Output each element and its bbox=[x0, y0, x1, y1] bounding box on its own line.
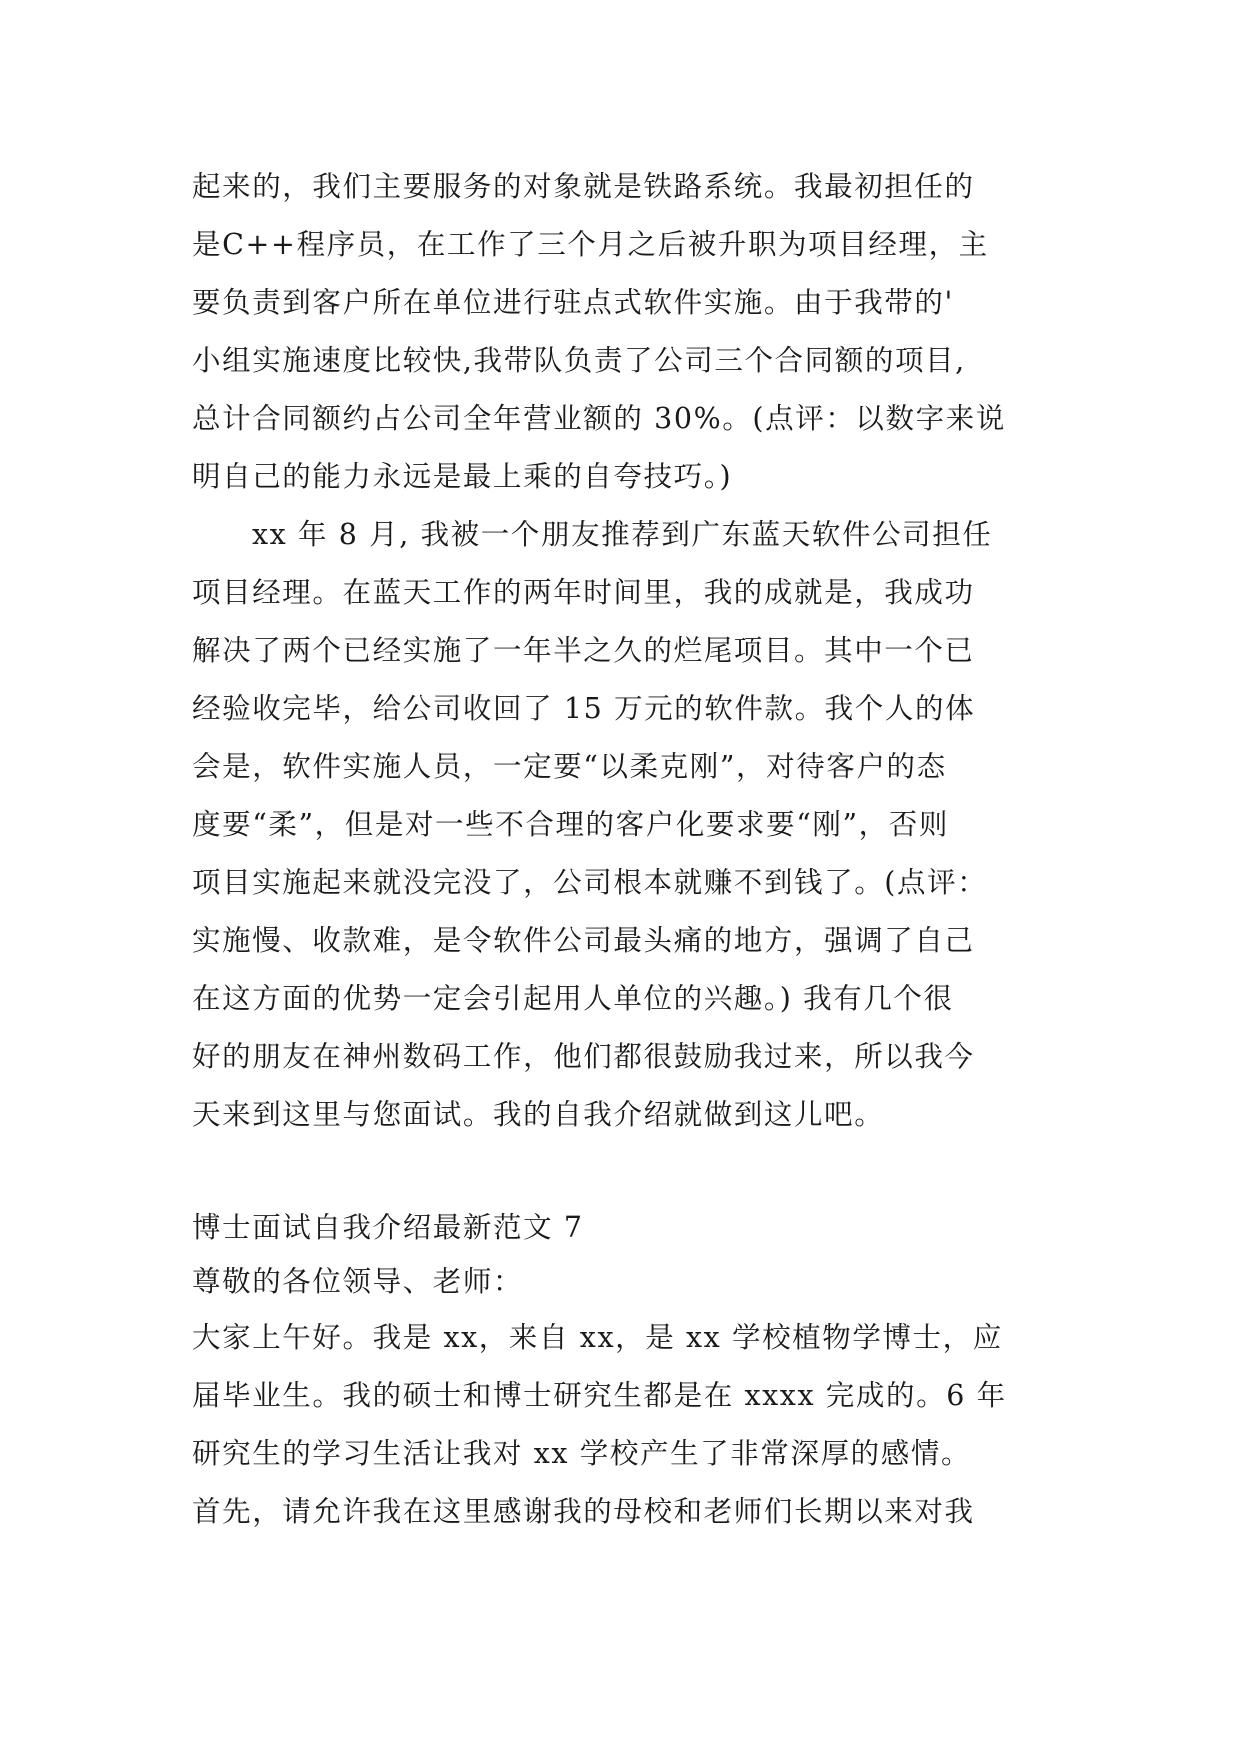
text-line: 项目实施起来就没完没了，公司根本就赚不到钱了。(点评： bbox=[192, 866, 988, 899]
text-line: xx 年 8 月, 我被一个朋友推荐到广东蓝天软件公司担任 bbox=[252, 518, 993, 551]
text-line: 要负责到客户所在单位进行驻点式软件实施。由于我带的' bbox=[192, 286, 954, 319]
text-line: 届毕业生。我的硕士和博士研究生都是在 xxxx 完成的。6 年 bbox=[192, 1379, 1007, 1412]
text-line: 研究生的学习生活让我对 xx 学校产生了非常深厚的感情。 bbox=[192, 1437, 972, 1470]
text-line: 会是，软件实施人员，一定要“以柔克刚”，对待客户的态 bbox=[192, 750, 947, 783]
text-line: 在这方面的优势一定会引起用人单位的兴趣。) 我有几个很 bbox=[192, 982, 954, 1015]
text-line: 天来到这里与您面试。我的自我介绍就做到这儿吧。 bbox=[192, 1098, 885, 1131]
text-line: 起来的，我们主要服务的对象就是铁路系统。我最初担任的 bbox=[192, 170, 975, 203]
text-line: 好的朋友在神州数码工作，他们都很鼓励我过来，所以我今 bbox=[192, 1040, 975, 1073]
salutation: 尊敬的各位领导、老师： bbox=[192, 1265, 524, 1298]
text-line: 总计合同额约占公司全年营业额的 30%。(点评：以数字来说 bbox=[192, 402, 1006, 435]
paragraph-work-history-1 bbox=[192, 158, 1052, 506]
text-line: 明自己的能力永远是最上乘的自夸技巧。) bbox=[192, 460, 733, 493]
body-text-lower bbox=[192, 1201, 1052, 1541]
paragraph-self-intro bbox=[192, 1309, 1052, 1541]
text-line: 解决了两个已经实施了一年半之久的烂尾项目。其中一个已 bbox=[192, 634, 975, 667]
text-line: 经验收完毕，给公司收回了 15 万元的软件款。我个人的体 bbox=[192, 692, 976, 725]
text-line: 小组实施速度比较快,我带队负责了公司三个合同额的项目, bbox=[192, 344, 966, 377]
text-line: 是C++程序员，在工作了三个月之后被升职为项目经理，主 bbox=[192, 228, 989, 261]
body-text-upper bbox=[192, 158, 1052, 1144]
text-line: 项目经理。在蓝天工作的两年时间里，我的成就是，我成功 bbox=[192, 576, 975, 609]
section-title: 博士面试自我介绍最新范文 7 bbox=[192, 1211, 584, 1244]
text-line: 首先，请允许我在这里感谢我的母校和老师们长期以来对我 bbox=[192, 1495, 975, 1528]
paragraph-work-history-2 bbox=[192, 506, 1052, 1144]
text-line: 度要“柔”，但是对一些不合理的客户化要求要“刚”，否则 bbox=[192, 808, 949, 841]
text-line: 大家上午好。我是 xx，来自 xx，是 xx 学校植物学博士，应 bbox=[192, 1321, 1003, 1354]
text-line: 实施慢、收款难，是令软件公司最头痛的地方，强调了自己 bbox=[192, 924, 975, 957]
